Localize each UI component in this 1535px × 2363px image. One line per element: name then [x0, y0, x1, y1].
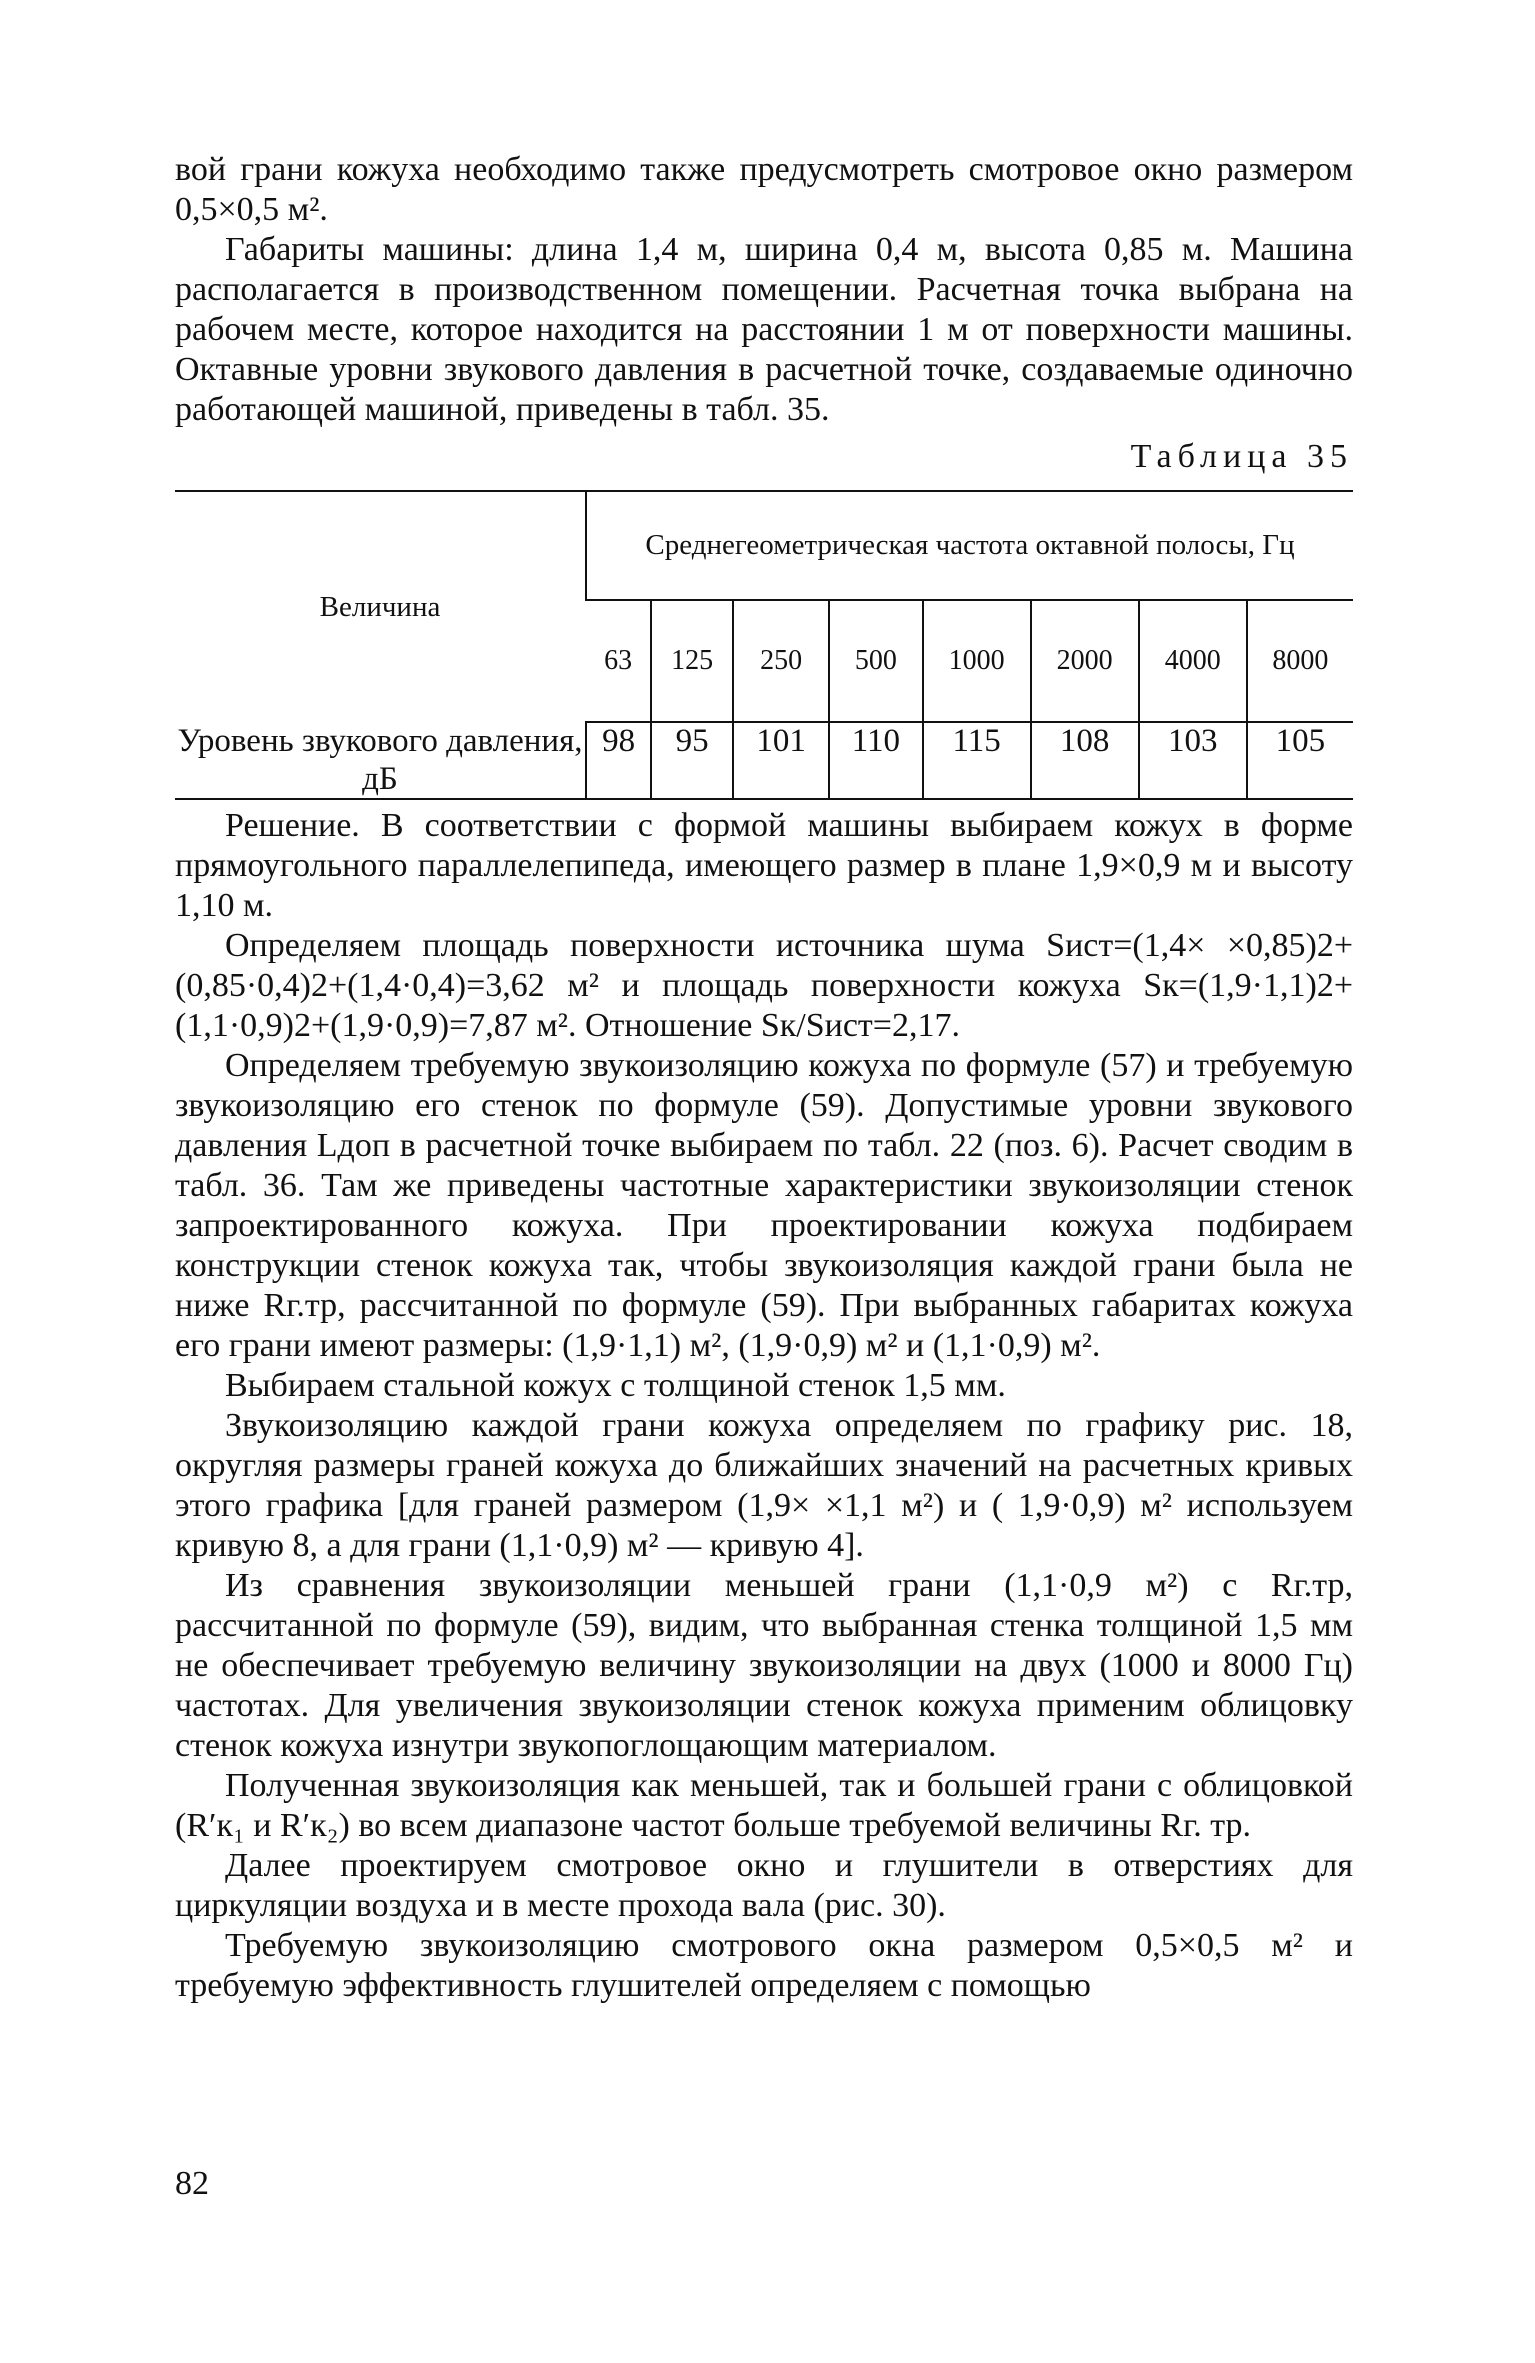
page-number: 82: [175, 2165, 209, 2202]
value-cell: 98: [586, 722, 651, 799]
freq-cell: 1000: [923, 600, 1031, 722]
page-body: [175, 150, 1353, 2006]
paragraph-insulation-graph: Звукоизоляцию каждой грани кожуха определяем по графику рис. 18, округляя размеры граней кожуха до ближайших значений на расчетных кривых этого графика [для граней размером (1,9× ×1,1 м²) и ( 1,9·0,9) м² используем кривую 8, а для грани (1,1·0,9) м² — кривую 4].: [175, 1407, 1353, 1564]
value-cell: 108: [1031, 722, 1139, 799]
value-cell: 101: [733, 722, 829, 799]
paragraph-window-insulation: Требуемую звукоизоляцию смотрового окна размером 0,5×0,5 м² и требуемую эффективность глушителей определяем с помощью: [175, 1927, 1353, 2004]
table-caption: Таблица 35: [1130, 438, 1353, 475]
freq-cell: 8000: [1247, 600, 1353, 722]
value-cell: 105: [1247, 722, 1353, 799]
paragraph-required-insulation: Определяем требуемую звукоизоляцию кожуха по формуле (57) и требуемую звукоизоляцию его стенок по формуле (59). Допустимые уровни звукового давления Lдоп в расчетной точке выбираем по табл. 22 (поз. 6). Расчет сводим в табл. 36. Там же приведены частотные характеристики звукоизоляции стенок запроектированного кожуха. При проектировании кожуха подбираем конструкции стенок кожуха так, чтобы звукоизоляция каждой грани была не ниже Rг.тр, рассчитанной по формуле (59). При выбранных габаритах кожуха его грани имеют размеры: (1,9·1,1) м², (1,9·0,9) м² и (1,1·0,9) м².: [175, 1047, 1353, 1364]
paragraph-steel-casing: Выбираем стальной кожух с толщиной стенок 1,5 мм.: [225, 1367, 1006, 1404]
paragraph-continuation: вой грани кожуха необходимо также предусмотреть смотровое окно размером 0,5×0,5 м².: [175, 151, 1353, 228]
freq-cell: 63: [586, 600, 651, 722]
value-cell: 115: [923, 722, 1031, 799]
table-header-frequency: Среднегеометрическая частота октавной полосы, Гц: [586, 491, 1353, 600]
value-cell: 95: [651, 722, 733, 799]
sound-level-table: [175, 490, 1353, 800]
freq-cell: 250: [733, 600, 829, 722]
paragraph-machine-dimensions: Габариты машины: длина 1,4 м, ширина 0,4 м, высота 0,85 м. Машина располагается в производственном помещении. Расчетная точка выбрана на рабочем месте, которое находится на расстоянии 1 м от поверхности машины. Октавные уровни звукового давления в расчетной точке, создаваемые одиночно работающей машиной, приведены в табл. 35.: [175, 231, 1353, 428]
table-row: [175, 722, 1353, 799]
freq-cell: 2000: [1031, 600, 1139, 722]
paragraph-lining-result: Полученная звукоизоляция как меньшей, так и большей грани с облицовкой (R′к₁ и R′к₂) во всем диапазоне частот больше требуемой величины Rг. тр.: [175, 1767, 1353, 1844]
value-cell: 103: [1139, 722, 1247, 799]
paragraph-window-silencers: Далее проектируем смотровое окно и глушители в отверстиях для циркуляции воздуха и в месте прохода вала (рис. 30).: [175, 1847, 1353, 1924]
paragraph-surface-area: Определяем площадь поверхности источника шума Sист=(1,4× ×0,85)2+(0,85·0,4)2+(1,4·0,4)=3,62 м² и площадь поверхности кожуха Sк=(1,9·1,1)2+(1,1·0,9)2+(1,9·0,9)=7,87 м². Отношение Sк/Sист=2,17.: [175, 927, 1353, 1044]
freq-cell: 125: [651, 600, 733, 722]
row-label: Уровень звукового давления, дБ: [177, 723, 583, 797]
paragraph-solution: Решение. В соответствии с формой машины выбираем кожух в форме прямоугольного параллелепипеда, имеющего размер в плане 1,9×0,9 м и высоту 1,10 м.: [175, 807, 1353, 924]
table-header-quantity: Величина: [319, 590, 441, 623]
value-cell: 110: [829, 722, 923, 799]
freq-cell: 4000: [1139, 600, 1247, 722]
paragraph-comparison: Из сравнения звукоизоляции меньшей грани (1,1·0,9 м²) с Rг.тр, рассчитанной по формуле (59), видим, что выбранная стенка толщиной 1,5 мм не обеспечивает требуемую величину звукоизоляции на двух (1000 и 8000 Гц) частотах. Для увеличения звукоизоляции стенок кожуха применим облицовку стенок кожуха изнутри звукопоглощающим материалом.: [175, 1567, 1353, 1764]
freq-cell: 500: [829, 600, 923, 722]
